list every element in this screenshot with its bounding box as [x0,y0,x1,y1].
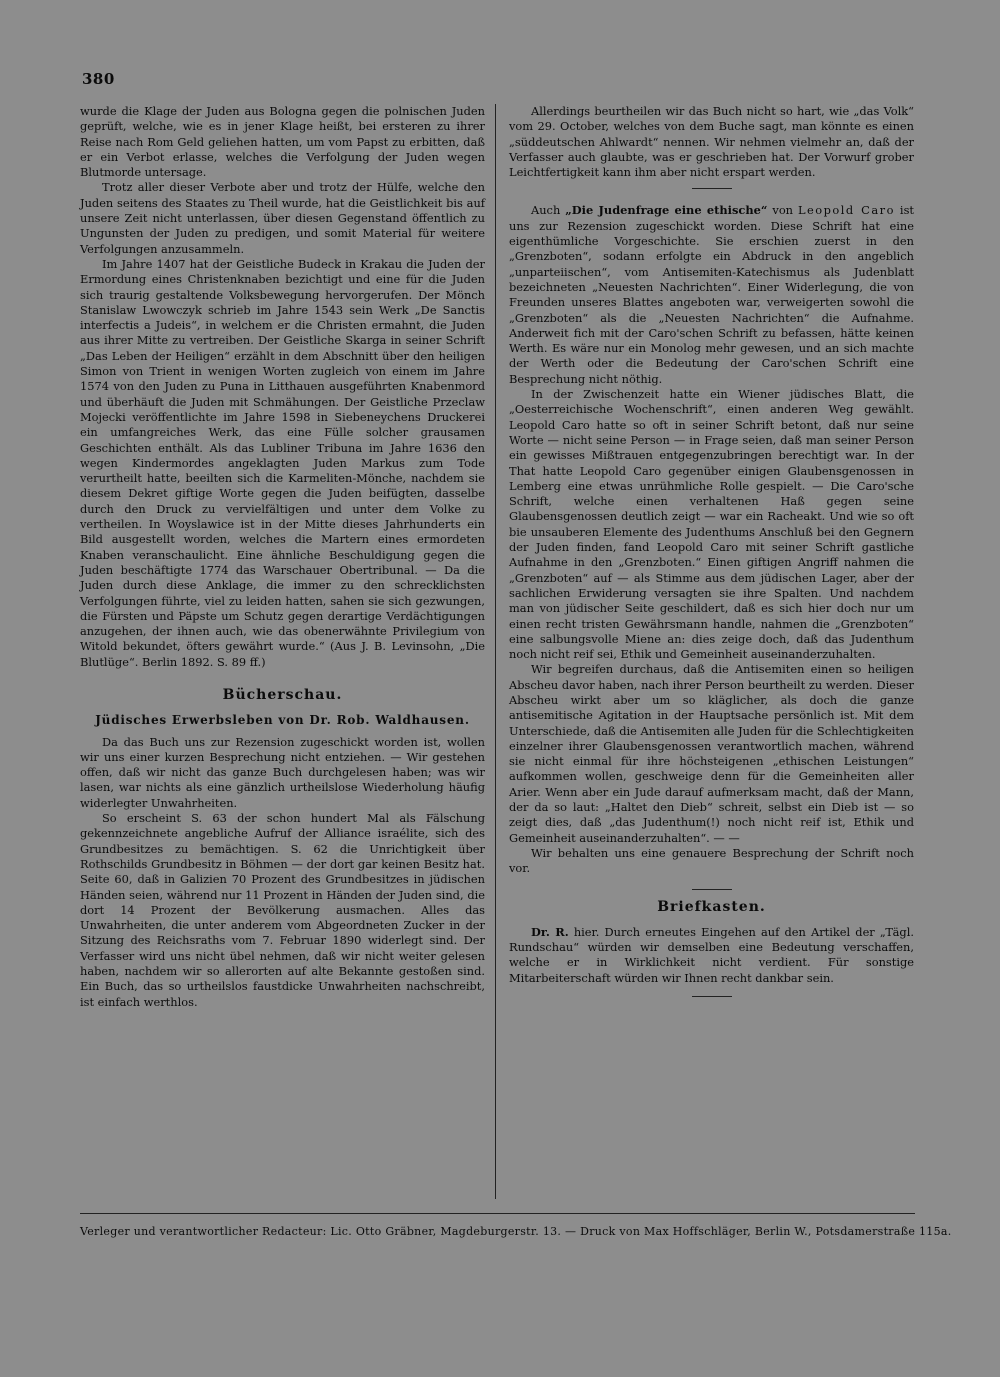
paragraph: Wir begreifen durchaus, daß die Antisemiten einen so heiligen Abscheu davor haben, nach ihrer Person beurtheilt zu werden. Dieser Abscheu wirkt aber um so kläglicher, als doch die ganze antisemitische Agitation in der Hauptsache persönlich ist. Mit dem Unterschiede, daß die Antisemiten alle Juden für die Schlechtigkeiten einzelner ihrer Glaubensgenossen verantwortlich machen, während sie nicht einmal für ihre höchsteigenen „ethischen Leistungen“ aufkommen wollen, geschweige denn für die Gemeinheiten aller Arier. Wenn aber ein Jude darauf aufmerksam macht, daß der Mann, der da so laut: „Haltet den Dieb“ schreit, selbst ein Dieb ist — so zeigt dies, daß „das Judenthum(!) noch nicht reif ist, Ethik und Gemeinheit auseinanderzuhalten“. — — [509,662,914,845]
section-heading: Bücherschau. [222,686,343,703]
letterbox-paragraph [509,925,914,986]
paragraph: So erscheint S. 63 der schon hundert Mal als Fälschung gekennzeichnete angebliche Aufruf der Alliance israélite, sich des Grundbesitzes zu bemächtigen. S. 62 die Unrichtigkeit über Rothschilds Grundbesitz in Böhmen — der dort gar keinen Besitz hat. Seite 60, daß in Galizien 70 Prozent des Grundbesitzes in jüdischen Händen seien, während nur 11 Prozent in Händen der Juden sind, die dort 14 Prozent der Bevölkerung ausmachen. Alles das Unwahrheiten, die unter anderem vom Abgeordneten Zucker in der Sitzung des Reichsraths vom 7. Februar 1890 widerlegt sind. Der Verfasser wird uns nicht übel nehmen, daß wir nicht weiter gelesen haben, nachdem wir so allerorten auf alte Bekannte gestoßen sind. Ein Buch, das so urtheilslos faustdicke Unwahrheiten nachschreibt, ist einfach werthlos. [80,811,485,1009]
paragraph: In der Zwischenzeit hatte ein Wiener jüdisches Blatt, die „Oesterreichische Wochenschrift“, einen anderen Weg gewählt. Leopold Caro hatte so oft in seiner Schrift betont, daß nur seine Worte — nicht seine Person — in Frage seien, daß man seiner Person ein gewisses Mißtrauen entgegenzubringen berechtigt war. In der That hatte Leopold Caro gegenüber einigen Glaubensgenossen in Lemberg eine etwas unrühmliche Rolle gespielt. — Die Caro'sche Schrift, welche einen verhaltenen Haß gegen seine Glaubensgenossen deutlich zeigt — war ein Racheakt. Und wie so oft bie unsauberen Elemente des Judenthums Anschluß bei den Gegnern der Juden finden, fand Leopold Caro mit seiner Schrift gastliche Aufnahme in den „Grenzboten.“ Einen giftigen Angriff nahmen die „Grenzboten“ auf — als Stimme aus dem jüdischen Lager, aber der sachlichen Erwiderung versagten sie ihre Spalten. Und nachdem man von jüdischer Seite geschildert, daß es sich hier doch nur um einen recht tristen Gewährsmann handle, nahmen die „Grenzboten“ eine salbungsvolle Miene an: dies zeige doch, daß das Judenthum noch nicht reif sei, Ethik und Gemeinheit auseinanderzuhalten. [509,387,914,662]
footer-rule [80,1213,915,1214]
paragraph-text: ist uns zur Rezension zugeschickt worden. Diese Schrift hat eine eigenthümliche Vorgeschichte. Sie erschien zuerst in den „Grenzboten“, sodann erfolgte ein Abdruck in den angeblich „unparteiischen“, vom Antisemiten-Katechismus als Judenblatt bezeichneten „Neuesten Nachrichten“. Einer Widerlegung, die von Freunden unseres Blattes angeboten war, verweigerten sowohl die „Grenzboten“ als die „Neuesten Nachrichten“ die Aufnahme. Anderweit fich mit der Caro'schen Schrift zu befassen, hätte keinen Werth. Es wäre nur ein Monolog mehr gewesen, und an sich machte der Werth oder die Bedeutung der Caro'schen Schrift eine Besprechung nicht nöthig. [509,203,914,386]
paragraph: Im Jahre 1407 hat der Geistliche Budeck in Krakau die Juden der Ermordung eines Christenknaben bezichtigt und eine für die Juden sich traurig gestaltende Volksbewegung hervorgerufen. Der Mönch Stanislaw Lwowczyk schrieb im Jahre 1543 sein Werk „De Sanctis interfectis a Judeis“, in welchem er die Christen ermahnt, die Juden aus ihrer Mitte zu vertreiben. Der Geistliche Skarga in seiner Schrift „Das Leben der Heiligen“ erzählt in dem Abschnitt über den heiligen Simon von Trient in wenigen Worten zugleich von einem im Jahre 1574 von den Juden zu Puna in Litthauen ausgeführten Knabenmord und überhäuft die Juden mit Schmähungen. Der Geistliche Przeclaw Mojecki veröffentlichte im Jahre 1598 in Siebeneychens Druckerei ein umfangreiches Werk, das eine Fülle solcher grausamen Geschichten enthält. Als das Lubliner Tribuna im Jahre 1636 den wegen Kindermordes angeklagten Juden Markus zum Tode verurtheilt hatte, beeilten sich die Karmeliten-Mönche, nachdem sie diesem Dekret giftige Worte gegen die Juden beifügten, dasselbe durch den Druck zu vervielfältigen und unter dem Volke zu vertheilen. In Woyslawice ist in der Mitte dieses Jahrhunderts ein Bild ausgestellt worden, welches die Martern eines ermordeten Knaben veranschaulicht. Eine ähnliche Beschuldigung gegen die Juden beschäftigte 1774 das Warschauer Obertribunal. — Da die Juden durch diese Anklage, die immer zu den schrecklichsten Verfolgungen führte, viel zu leiden hatten, sahen sie sich gezwungen, die Fürsten und Päpste um Schutz gegen derartige Verdächtigungen anzugehen, der ihnen auch, wie das obenerwähnte Privilegium von Witold bekundet, öfters gewährt wurde.“ (Aus J. B. Levinsohn, „Die Blutlüge“. Berlin 1892. S. 89 ff.) [80,256,485,669]
paragraph: Allerdings beurtheilen wir das Buch nicht so hart, wie „das Volk“ vom 29. October, welches von dem Buche sagt, man könnte es einen „süddeutschen Ahlwardt“ nennen. Wir nehmen vielmehr an, daß der Verfasser auch glaubte, was er geschrieben hat. Der Vorwurf grober Leichtfertigkeit kann ihm aber nicht erspart werden. [509,104,914,180]
separator-rule [692,188,732,189]
page-number: 380 [82,70,115,88]
paragraph: Trotz aller dieser Verbote aber und trotz der Hülfe, welche den Juden seitens des Staates zu Theil wurde, hat die Geistlichkeit bis auf unsere Zeit nicht unterlassen, über diesen Gegenstand öffentlich zu Ungunsten der Juden zu predigen, und somit Material für weitere Verfolgungen anzusammeln. [80,180,485,256]
author-name: Leopold Caro [797,203,895,218]
book-title: „Die Judenfrage eine ethische“ [565,203,768,218]
left-column [80,104,485,1010]
right-column [509,104,914,1011]
paragraph: Wir behalten uns eine genauere Besprechung der Schrift noch vor. [509,845,914,876]
paragraph: Da das Buch uns zur Rezension zugeschickt worden ist, wollen wir uns einer kurzen Besprechung nicht entziehen. — Wir gestehen offen, daß wir nicht das ganze Buch durchgelesen haben; was wir lasen, war nichts als eine gänzlich urtheilslose Wiederholung häufig widerlegter Unwahrheiten. [80,734,485,810]
paragraph-caro [509,203,914,387]
column-divider [495,104,496,1199]
letterbox-addressee: Dr. R. [531,924,569,939]
separator-rule [692,889,732,890]
letterbox-text: hier. Durch erneutes Eingehen auf den Artikel der „Tägl. Rundschau“ würden wir demselben eine Bedeutung verschaffen, welche er in Wirklichkeit nicht verdient. Für sonstige Mitarbeiterschaft würden wir Ihnen recht dankbar sein. [509,924,914,985]
paragraph: wurde die Klage der Juden aus Bologna gegen die polnischen Juden geprüft, welche, wie es in jener Klage heißt, bei ersteren zu ihrer Reise nach Rom Geld geliehen hatten, um vom Papst zu erbitten, daß er ein Verbot erlasse, welches die Verfolgung der Juden wegen Blutmorde untersage. [80,104,485,180]
imprint-footer: Verleger und verantwortlicher Redacteur: Lic. Otto Gräbner, Magdeburgerstr. 13. — Druck von Max Hoffschläger, Berlin W., Potsdamerstraße 115a. [80,1225,952,1238]
connector-text: von [767,203,798,218]
separator-rule [692,996,732,997]
lead-text: Auch [531,203,566,218]
book-review-heading: Jüdisches Erwerbsleben von Dr. Rob. Waldhausen. [95,713,470,728]
letterbox-heading: Briefkasten. [657,898,766,915]
